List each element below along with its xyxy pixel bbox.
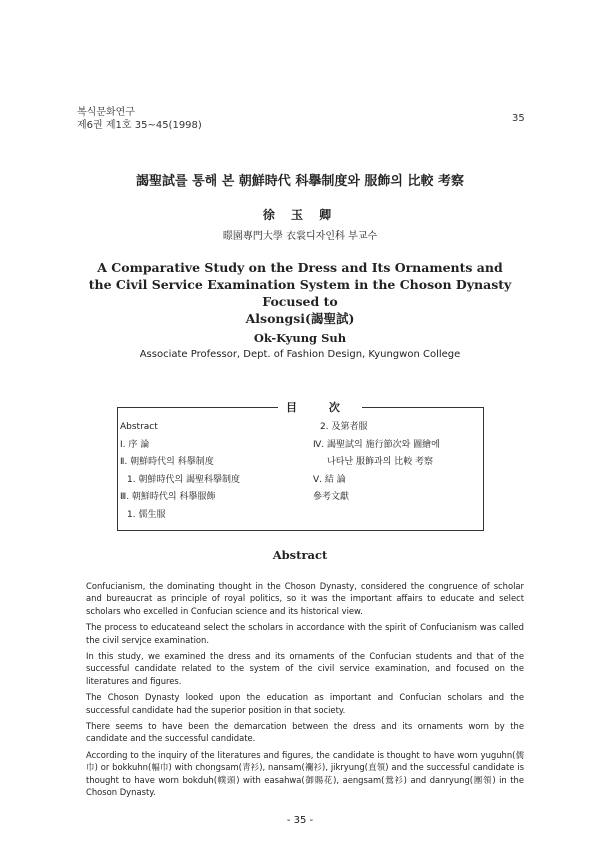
journal-info bbox=[77, 106, 202, 132]
toc-right-column bbox=[313, 419, 440, 507]
toc-item: 1. 朝鮮時代의 謁聖科擧制度 bbox=[127, 474, 241, 485]
toc-item: Abstract bbox=[120, 422, 158, 432]
page-footer: - 35 - bbox=[286, 815, 314, 826]
toc-item: 參考文獻 bbox=[313, 492, 350, 502]
toc-left-column bbox=[120, 419, 240, 524]
toc-item: Ⅱ. 朝鮮時代의 科擧制度 bbox=[120, 457, 214, 467]
toc-item: 나타난 服飾과의 比較 考察 bbox=[327, 457, 434, 467]
journal-name: 복식문화연구 bbox=[77, 107, 135, 118]
abstract-paragraph: There seems to have been the demarcation between the dress and its ornaments worn by the candidate and the successful candidate. bbox=[86, 721, 524, 744]
toc-item: 1. 儒生服 bbox=[127, 509, 166, 520]
page-number: 35 bbox=[512, 113, 525, 124]
toc-item: Ⅲ. 朝鮮時代의 科擧服飾 bbox=[120, 492, 216, 502]
abstract-heading: Abstract bbox=[272, 548, 328, 562]
toc-heading: 目 次 bbox=[278, 399, 362, 415]
english-title-line3: Alsongsi(謁聖試) bbox=[245, 311, 355, 326]
table-of-contents bbox=[117, 401, 484, 531]
english-title-line1: A Comparative Study on the Dress and Its Ornaments and bbox=[97, 260, 503, 275]
toc-item: Ⅳ. 謁聖試의 施行節次와 圖繪에 bbox=[313, 439, 440, 450]
abstract-paragraph: The Choson Dynasty looked upon the education as important and Confucian scholars and the successful candidate had the superior position in that society. bbox=[86, 692, 524, 715]
toc-item: 2. 及第者服 bbox=[320, 422, 368, 432]
korean-affiliation: 暻園專門大學 衣裳디자인科 부교수 bbox=[222, 231, 378, 242]
english-author: Ok-Kyung Suh bbox=[253, 331, 347, 345]
abstract-paragraph: In this study, we examined the dress and its ornaments of the Confucian students and that of the successful candidate related to the system of the civil service examination, and focused on the literatures and figures. bbox=[86, 651, 524, 686]
english-affiliation: Associate Professor, Dept. of Fashion Design, Kyungwon College bbox=[139, 349, 461, 360]
toc-item: Ⅰ. 序 論 bbox=[120, 439, 150, 450]
abstract-body bbox=[86, 580, 524, 803]
english-title-line2: the Civil Service Examination System in the Choson Dynasty Focused to bbox=[88, 277, 512, 309]
korean-author: 徐 玉 卿 bbox=[262, 208, 338, 222]
volume-issue: 제6권 제1호 35~45(1998) bbox=[77, 120, 202, 131]
english-title bbox=[60, 259, 540, 327]
abstract-paragraph: According to the inquiry of the literatures and figures, the candidate is thought to have worn yuguhn(儒巾) or bokkuhn(幅巾) with chongsam(靑衫), nansam(襴衫), jikryung(直領) and the successful candidate is thought to have worn bokduh(幞頭) with easahwa(御賜花), aengsam(鶯衫) and danryung(團領) in the Choson Dynasty. bbox=[86, 749, 524, 798]
korean-title: 謁聖試를 통해 본 朝鮮時代 科擧制度와 服飾의 比較 考察 bbox=[135, 174, 465, 189]
toc-item: Ⅴ. 結 論 bbox=[313, 474, 346, 485]
abstract-paragraph: The process to educateand select the scholars in accordance with the spirit of Confucianism was called the civil servjce examination. bbox=[86, 622, 524, 645]
abstract-paragraph: Confucianism, the dominating thought in the Choson Dynasty, considered the congruence of scholar and bureaucrat as principle of royal politics, so it was the important affairs to educate and select scholars who excelled in Confucian science and its historical view. bbox=[86, 581, 524, 616]
